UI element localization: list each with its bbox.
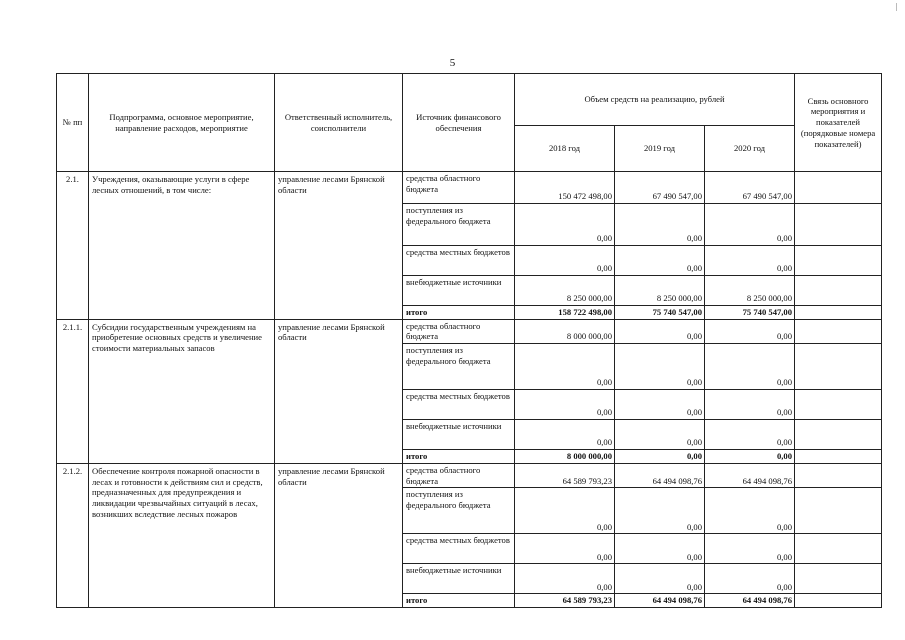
header-year-2018: 2018 год	[515, 126, 615, 172]
subprogram-name: Субсидии государственным учреждениям на приобретение основных средств и увеличение стоимости материальных запасов	[89, 319, 275, 463]
indicator-link	[795, 488, 882, 534]
amount-2020: 0,00	[705, 344, 795, 390]
row-number: 2.1.2.	[57, 463, 89, 607]
amount-2020: 0,00	[705, 488, 795, 534]
funding-source: средства областного бюджета	[403, 172, 515, 204]
indicator-link	[795, 594, 882, 608]
indicator-link	[795, 390, 882, 420]
header-num: № пп	[57, 74, 89, 172]
budget-table	[56, 73, 882, 608]
header-volume: Объем средств на реализацию, рублей	[515, 74, 795, 126]
responsible-executor: управление лесами Брянской области	[275, 319, 403, 463]
amount-2018: 8 250 000,00	[515, 276, 615, 306]
amount-2018: 8 000 000,00	[515, 450, 615, 464]
responsible-executor: управление лесами Брянской области	[275, 463, 403, 607]
edge-mark	[896, 3, 897, 11]
amount-2019: 0,00	[615, 564, 705, 594]
indicator-link	[795, 172, 882, 204]
indicator-link	[795, 319, 882, 343]
amount-2018: 64 589 793,23	[515, 594, 615, 608]
subprogram-name: Обеспечение контроля пожарной опасности в лесах и готовности к действиям сил и средств, предназначенных для предупреждения и ликвидации чрезвычайных ситуаций в лесах, возникших вследствие лесных пожаров	[89, 463, 275, 607]
header-source: Источник финансового обеспечения	[403, 74, 515, 172]
funding-source: средства областного бюджета	[403, 319, 515, 343]
amount-2018: 0,00	[515, 390, 615, 420]
amount-2020: 0,00	[705, 246, 795, 276]
amount-2018: 0,00	[515, 204, 615, 246]
amount-2020: 8 250 000,00	[705, 276, 795, 306]
amount-2019: 0,00	[615, 319, 705, 343]
indicator-link	[795, 246, 882, 276]
amount-2019: 0,00	[615, 390, 705, 420]
subprogram-name: Учреждения, оказывающие услуги в сфере лесных отношений, в том числе:	[89, 172, 275, 320]
amount-2019: 8 250 000,00	[615, 276, 705, 306]
amount-2018: 0,00	[515, 420, 615, 450]
amount-2019: 0,00	[615, 450, 705, 464]
amount-2020: 0,00	[705, 420, 795, 450]
amount-2018: 0,00	[515, 534, 615, 564]
amount-2019: 0,00	[615, 420, 705, 450]
indicator-link	[795, 450, 882, 464]
indicator-link	[795, 306, 882, 320]
indicator-link	[795, 564, 882, 594]
amount-2020: 64 494 098,76	[705, 594, 795, 608]
header-link: Связь основного мероприятия и показателей (порядковые номера показателей)	[795, 74, 882, 172]
amount-2020: 64 494 098,76	[705, 463, 795, 487]
funding-source: итого	[403, 450, 515, 464]
amount-2018: 0,00	[515, 344, 615, 390]
funding-source: итого	[403, 306, 515, 320]
responsible-executor: управление лесами Брянской области	[275, 172, 403, 320]
indicator-link	[795, 276, 882, 306]
funding-source: средства местных бюджетов	[403, 534, 515, 564]
table-row	[57, 463, 882, 487]
header-year-2020: 2020 год	[705, 126, 795, 172]
funding-source: внебюджетные источники	[403, 564, 515, 594]
amount-2019: 0,00	[615, 488, 705, 534]
indicator-link	[795, 204, 882, 246]
funding-source: итого	[403, 594, 515, 608]
amount-2019: 0,00	[615, 204, 705, 246]
amount-2020: 0,00	[705, 204, 795, 246]
amount-2020: 0,00	[705, 390, 795, 420]
funding-source: поступления из федерального бюджета	[403, 204, 515, 246]
header-responsible: Ответственный исполнитель, соисполнители	[275, 74, 403, 172]
table-row	[57, 172, 882, 204]
indicator-link	[795, 420, 882, 450]
amount-2018: 0,00	[515, 488, 615, 534]
page-number: 5	[449, 57, 456, 69]
amount-2020: 0,00	[705, 450, 795, 464]
funding-source: поступления из федерального бюджета	[403, 488, 515, 534]
row-number: 2.1.1.	[57, 319, 89, 463]
amount-2019: 67 490 547,00	[615, 172, 705, 204]
funding-source: средства областного бюджета	[403, 463, 515, 487]
amount-2018: 158 722 498,00	[515, 306, 615, 320]
amount-2020: 0,00	[705, 319, 795, 343]
amount-2019: 0,00	[615, 246, 705, 276]
header-year-2019: 2019 год	[615, 126, 705, 172]
amount-2018: 150 472 498,00	[515, 172, 615, 204]
indicator-link	[795, 344, 882, 390]
table-row	[57, 319, 882, 343]
indicator-link	[795, 463, 882, 487]
amount-2018: 0,00	[515, 246, 615, 276]
header-subprogram: Подпрограмма, основное мероприятие, направление расходов, мероприятие	[89, 74, 275, 172]
funding-source: внебюджетные источники	[403, 276, 515, 306]
amount-2018: 64 589 793,23	[515, 463, 615, 487]
amount-2019: 0,00	[615, 344, 705, 390]
funding-source: поступления из федерального бюджета	[403, 344, 515, 390]
amount-2020: 0,00	[705, 534, 795, 564]
amount-2020: 75 740 547,00	[705, 306, 795, 320]
amount-2020: 0,00	[705, 564, 795, 594]
amount-2019: 64 494 098,76	[615, 463, 705, 487]
amount-2020: 67 490 547,00	[705, 172, 795, 204]
funding-source: средства местных бюджетов	[403, 390, 515, 420]
funding-source: внебюджетные источники	[403, 420, 515, 450]
amount-2019: 75 740 547,00	[615, 306, 705, 320]
row-number: 2.1.	[57, 172, 89, 320]
funding-source: средства местных бюджетов	[403, 246, 515, 276]
indicator-link	[795, 534, 882, 564]
amount-2019: 64 494 098,76	[615, 594, 705, 608]
amount-2018: 8 000 000,00	[515, 319, 615, 343]
amount-2019: 0,00	[615, 534, 705, 564]
amount-2018: 0,00	[515, 564, 615, 594]
